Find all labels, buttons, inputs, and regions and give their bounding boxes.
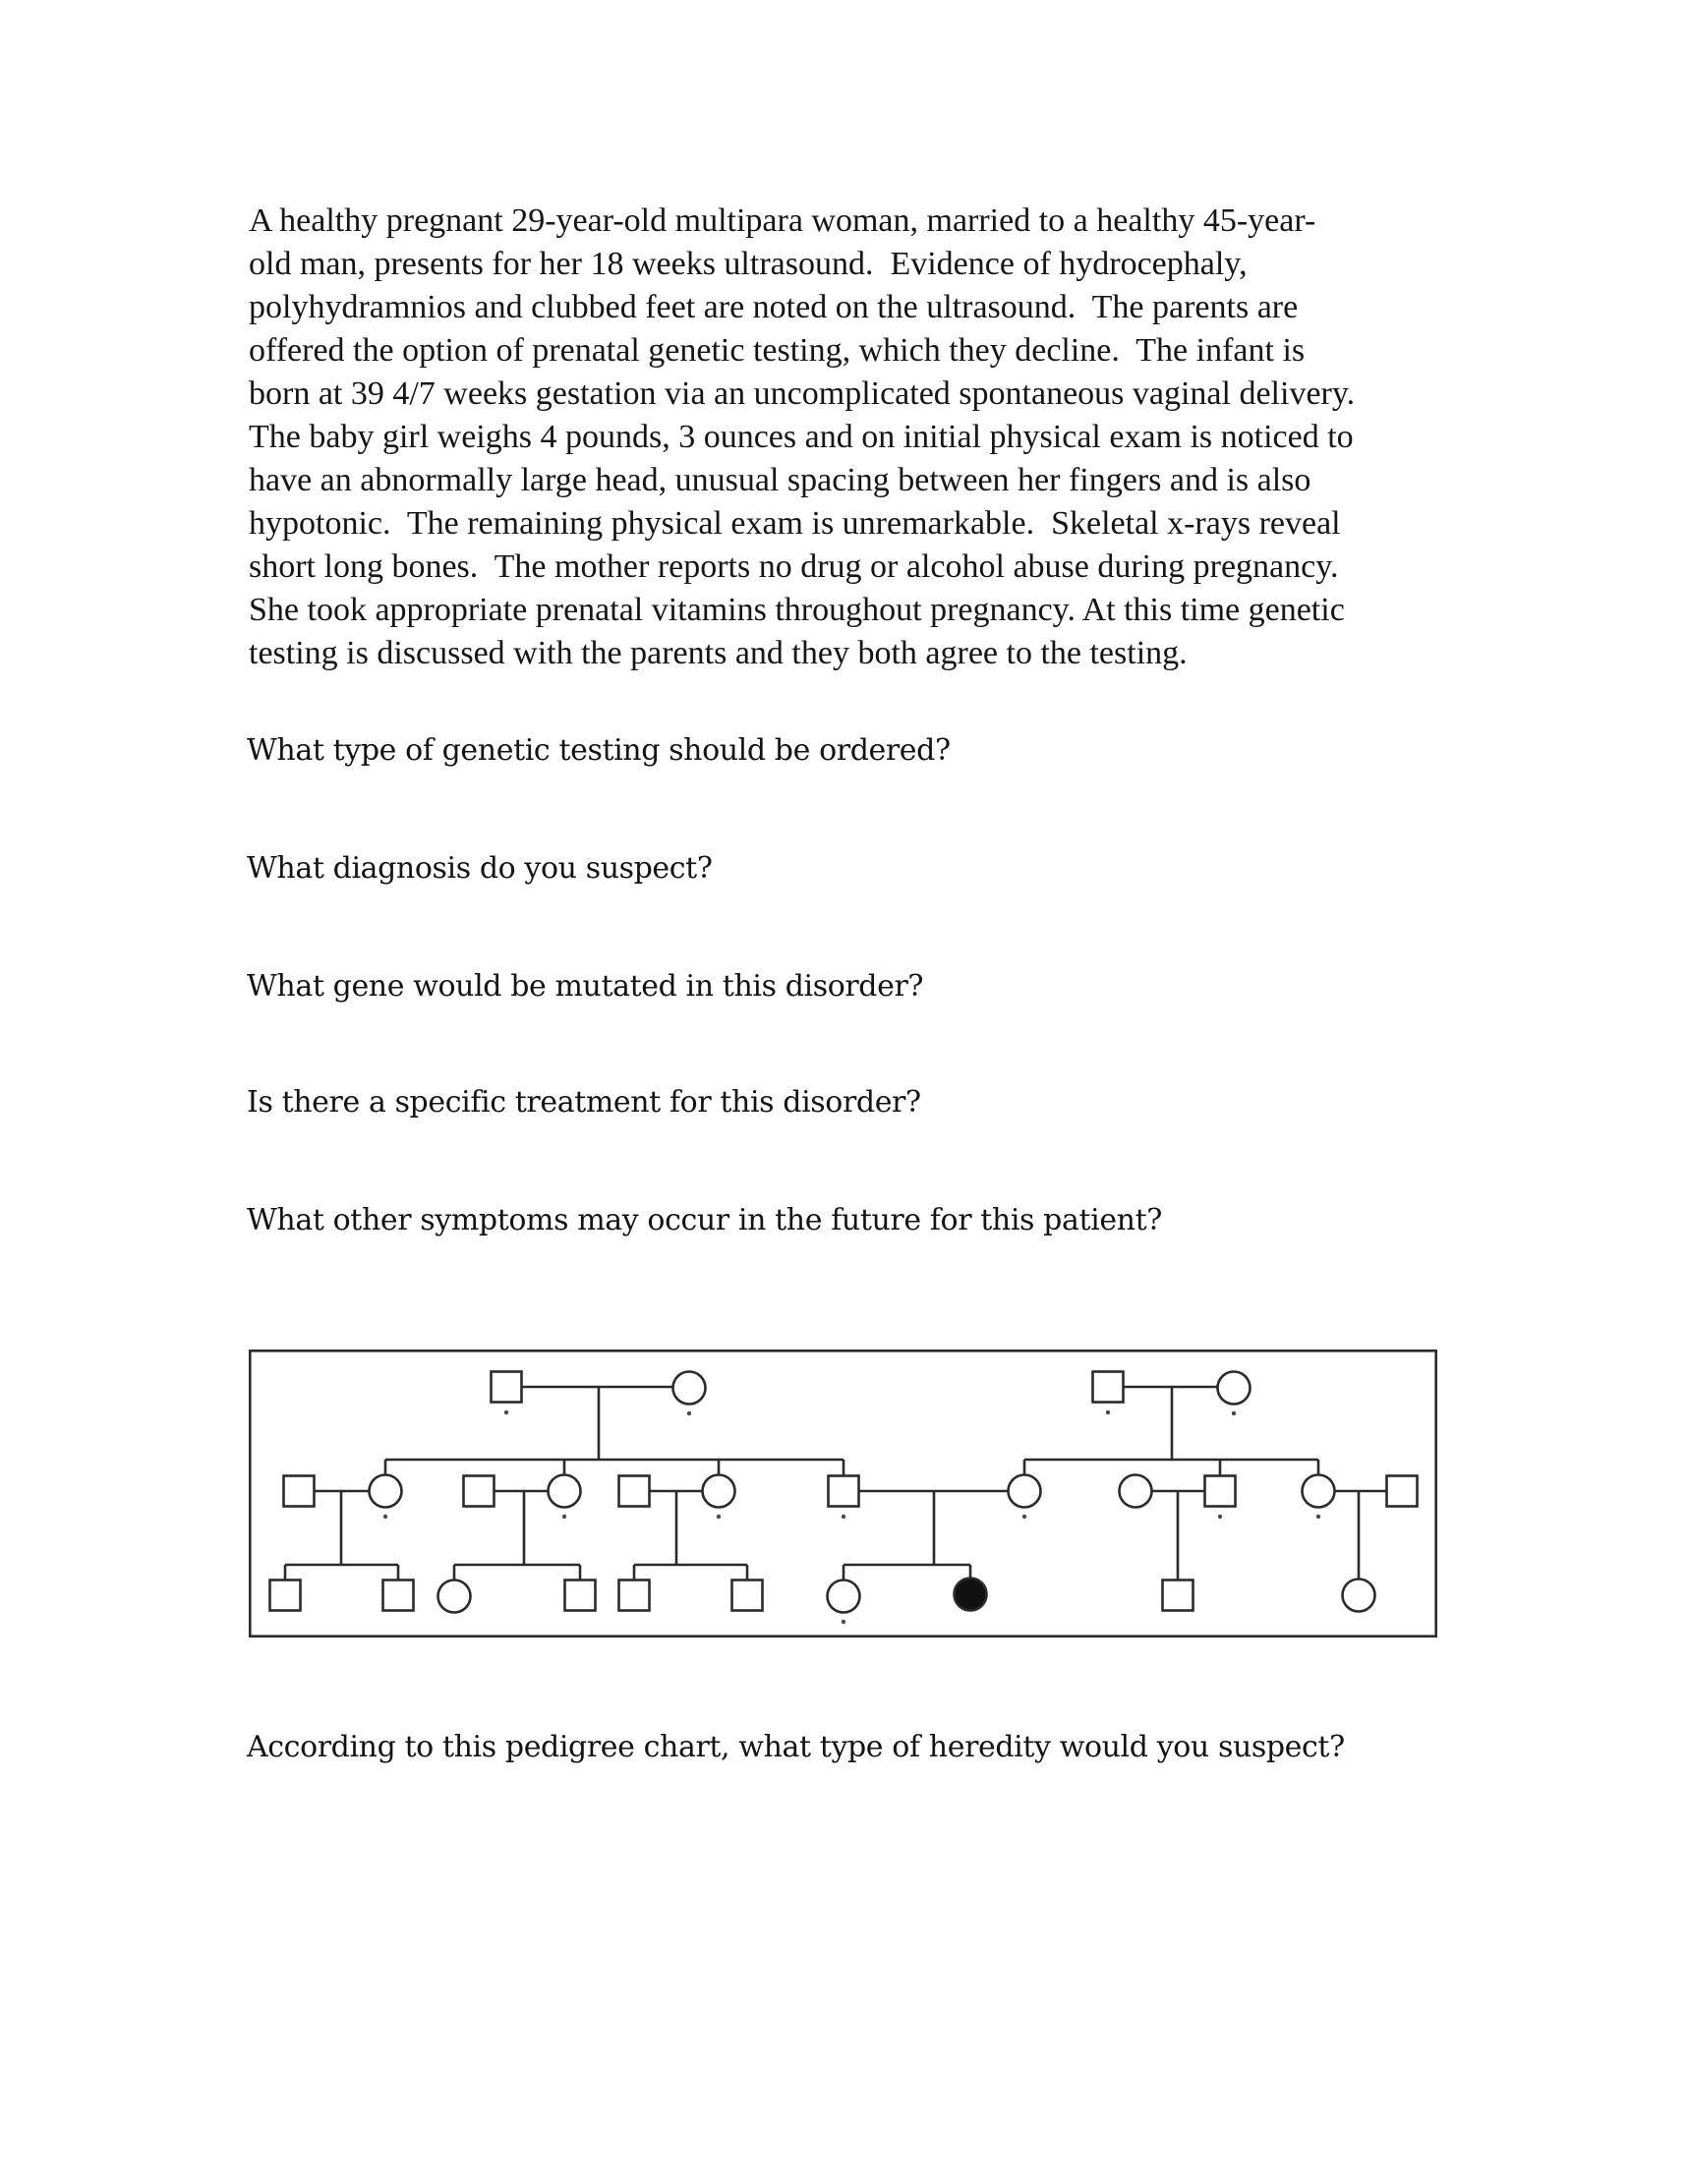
case-line: have an abnormally large head, unusual spacing between her fingers and is also (249, 462, 1311, 498)
pedigree-figure (249, 1350, 1437, 1638)
question-heredity: According to this pedigree chart, what type of heredity would you suspect? (247, 1730, 1345, 1764)
case-line: testing is discussed with the parents and they both agree to the testing. (249, 635, 1188, 671)
case-line: polyhydramnios and clubbed feet are noted on the ultrasound. The parents are (249, 289, 1299, 325)
case-paragraph (249, 200, 1468, 675)
case-line: She took appropriate prenatal vitamins throughout pregnancy. At this time genetic (249, 592, 1345, 628)
question-genetic-testing: What type of genetic testing should be ordered? (247, 733, 951, 768)
case-line: short long bones. The mother reports no drug or alcohol abuse during pregnancy. (249, 548, 1339, 585)
question-gene: What gene would be mutated in this disorder? (247, 969, 924, 1004)
question-treatment: Is there a specific treatment for this disorder? (247, 1085, 921, 1120)
case-line: hypotonic. The remaining physical exam is unremarkable. Skeletal x-rays reveal (249, 505, 1341, 542)
pedigree-chart (249, 1350, 1437, 1638)
case-line: born at 39 4/7 weeks gestation via an uncomplicated spontaneous vaginal delivery. (249, 375, 1356, 412)
question-diagnosis: What diagnosis do you suspect? (247, 851, 713, 886)
case-line: old man, presents for her 18 weeks ultrasound. Evidence of hydrocephaly, (249, 246, 1248, 282)
case-line: A healthy pregnant 29-year-old multipara woman, married to a healthy 45-year- (249, 202, 1316, 239)
question-future-symptoms: What other symptoms may occur in the future for this patient? (247, 1203, 1162, 1237)
case-line: offered the option of prenatal genetic testing, which they decline. The infant is (249, 332, 1306, 369)
case-line: The baby girl weighs 4 pounds, 3 ounces and on initial physical exam is noticed to (249, 419, 1354, 455)
